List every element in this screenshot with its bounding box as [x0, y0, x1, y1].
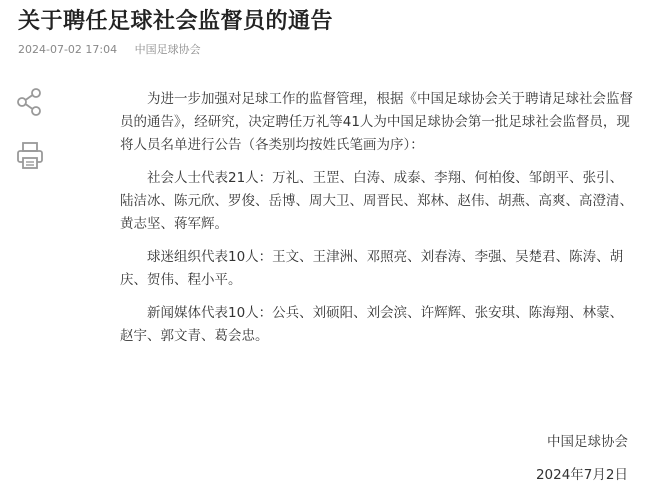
article-meta	[18, 41, 201, 57]
print-icon[interactable]	[14, 140, 46, 172]
article-source: 中国足球协会	[134, 43, 201, 56]
side-toolbar	[14, 86, 50, 194]
signature-date: 2024年7月2日	[535, 467, 628, 483]
news-media-paragraph: 新闻媒体代表10人：公兵、刘硕阳、刘会滨、许辉辉、张安琪、陈海翔、林蒙、赵宇、郭文青、葛会忠。	[120, 305, 624, 344]
page-title: 关于聘任足球社会监督员的通告	[18, 9, 334, 34]
signature-org: 中国足球协会	[547, 434, 628, 450]
social-representatives-paragraph: 社会人士代表21人：万礼、王罡、白涛、成泰、李翔、何柏俊、邹朗平、张引、陆洁冰、陈元欣、罗俊、岳博、周大卫、周晋民、郑林、赵伟、胡燕、高爽、高澄清、黄志坚、蒋军辉。	[120, 170, 633, 232]
article-body	[120, 88, 635, 358]
publish-date: 2024-07-02 17:04	[18, 43, 118, 56]
intro-paragraph: 为进一步加强对足球工作的监督管理，根据《中国足球协会关于聘请足球社会监督员的通告》，经研究，决定聘任万礼等41人为中国足球协会第一批足球社会监督员，现将人员名单进行公告（各类别均按姓氏笔画为序）：	[120, 91, 633, 153]
share-icon[interactable]	[14, 86, 46, 118]
fan-organization-paragraph: 球迷组织代表10人：王文、王津洲、邓照亮、刘春涛、李强、吴楚君、陈涛、胡庆、贺伟、程小平。	[120, 249, 624, 288]
